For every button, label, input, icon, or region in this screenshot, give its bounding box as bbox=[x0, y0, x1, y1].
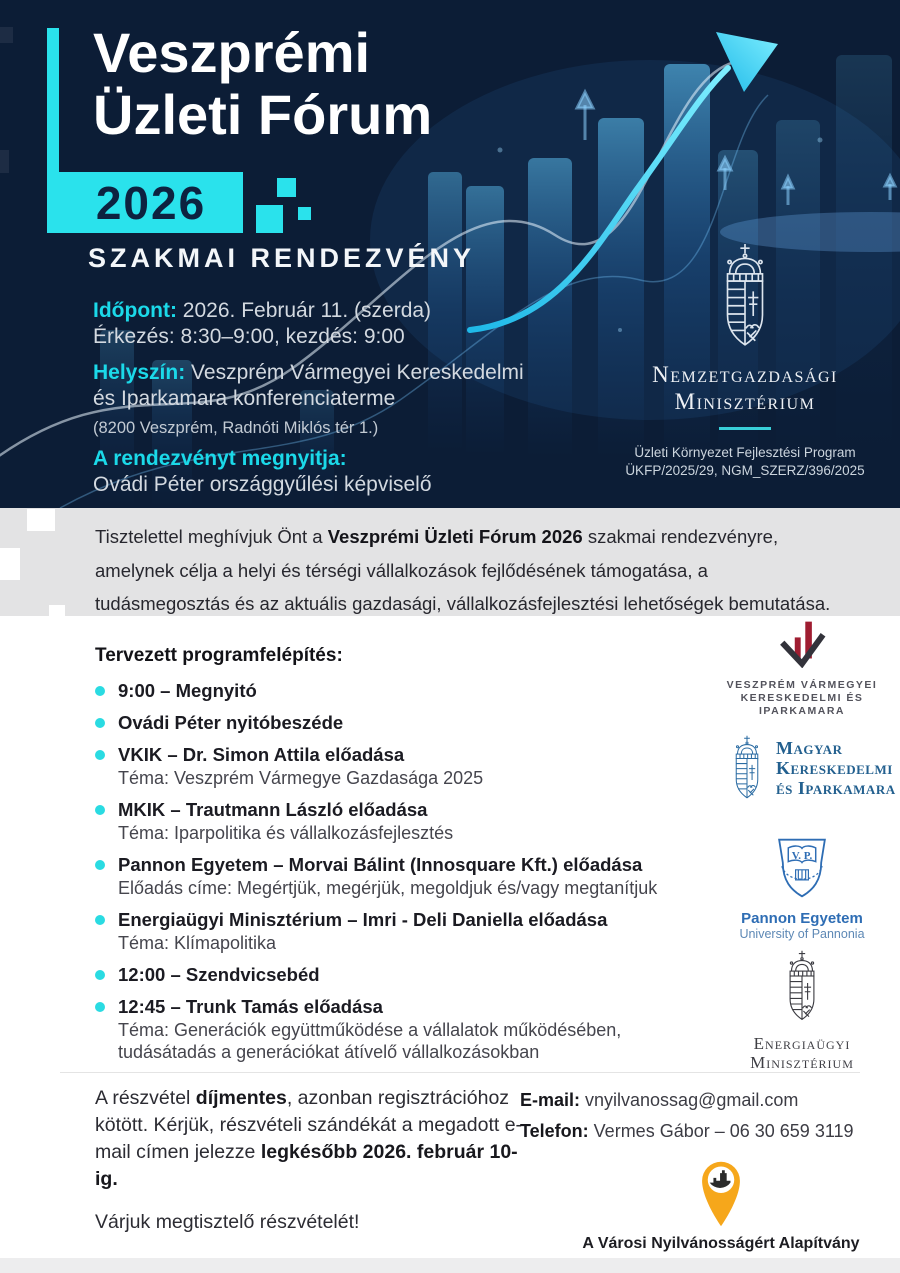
energia-logo-text bbox=[702, 1034, 900, 1072]
deco-square bbox=[0, 27, 13, 43]
ministry-name bbox=[615, 361, 875, 415]
footer-divider bbox=[60, 1072, 860, 1073]
ministry-block bbox=[615, 243, 875, 480]
program-item bbox=[95, 996, 695, 1063]
program-item-title: Energiaügyi Minisztérium – Imri - Deli Daniella előadása bbox=[118, 909, 608, 930]
program-item bbox=[95, 854, 695, 899]
program-item bbox=[95, 799, 695, 844]
pannon-name-en: University of Pannonia bbox=[739, 927, 865, 941]
program-item-detail: Téma: Iparpolitika és vállalkozásfejlesztés bbox=[118, 823, 454, 843]
bullet-icon bbox=[95, 1002, 105, 1012]
deco-pixel-square bbox=[277, 178, 296, 197]
program-item-title: VKIK – Dr. Simon Attila előadása bbox=[118, 744, 405, 765]
pannon-name-hu: Pannon Egyetem bbox=[741, 910, 863, 927]
date-value: 2026. Február 11. (szerda) bbox=[176, 299, 432, 322]
program-item-title: 12:45 – Trunk Tamás előadása bbox=[118, 996, 383, 1017]
program-item-title: MKIK – Trautmann László előadása bbox=[118, 799, 428, 820]
ministry-program-line2: ÜKFP/2025/29, NGM_SZERZ/396/2025 bbox=[625, 463, 865, 478]
ministry-name-line1: Nemzetgazdasági bbox=[652, 362, 838, 387]
hungary-coat-of-arms-icon bbox=[714, 243, 776, 350]
program-list bbox=[95, 680, 695, 1073]
mkik-logo bbox=[728, 735, 896, 801]
arrival-info: Érkezés: 8:30–9:00, kezdés: 9:00 bbox=[93, 325, 405, 348]
program-item-detail: Téma: Generációk együttműködése a vállalatok működésében, tudásátadás a generációkat átívelő vállalkozásokban bbox=[118, 1020, 622, 1062]
email-label: E-mail: bbox=[520, 1090, 581, 1110]
bullet-icon bbox=[95, 805, 105, 815]
vkik-logo bbox=[702, 620, 900, 718]
deco-pixel-square bbox=[298, 207, 311, 220]
deco-square bbox=[49, 605, 65, 618]
invitation-bold: Veszprémi Üzleti Fórum 2026 bbox=[327, 526, 583, 547]
deco-square bbox=[27, 509, 55, 531]
bottom-bar bbox=[0, 1258, 900, 1273]
opener-block bbox=[93, 446, 432, 498]
ministry-program bbox=[615, 444, 875, 480]
deco-square bbox=[0, 548, 20, 580]
venue-address: (8200 Veszprém, Radnóti Miklós tér 1.) bbox=[93, 419, 379, 437]
page-title bbox=[93, 22, 432, 146]
program-heading: Tervezett programfelépítés: bbox=[95, 645, 343, 666]
vkik-line3: IPARKAMARA bbox=[759, 705, 845, 717]
date-label: Időpont: bbox=[93, 299, 177, 322]
vkik-line2: KERESKEDELMI ÉS bbox=[740, 692, 864, 704]
bullet-icon bbox=[95, 750, 105, 760]
venue-block bbox=[93, 360, 533, 441]
program-item-title: 9:00 – Megnyitó bbox=[118, 680, 257, 701]
program-item bbox=[95, 964, 695, 986]
deco-square bbox=[0, 150, 9, 173]
mkik-logo-text bbox=[776, 738, 896, 798]
title-line2: Üzleti Fórum bbox=[93, 83, 433, 146]
energia-ministry-logo bbox=[702, 950, 900, 1072]
email-value[interactable]: vnyilvanossag@gmail.com bbox=[580, 1090, 799, 1110]
invitation-post: szakmai rendezvényre, amelynek célja a helyi és térségi vállalkozások fejlődésének támogatása, a tudásmegosztás és az aktuális gazdasági, vállalkozásfejlesztési lehetőségek bemutatása. bbox=[95, 526, 831, 614]
registration-text bbox=[95, 1085, 527, 1236]
program-item-title: 12:00 – Szendvicsebéd bbox=[118, 964, 320, 985]
vkik-mark-icon bbox=[777, 620, 827, 668]
header-banner bbox=[0, 0, 900, 508]
reg-mid: , azonban regisztrációhoz kötött. Kérjük, részvételi szándékát a megadott e-mail címen jelezze bbox=[95, 1087, 523, 1163]
contact-block bbox=[520, 1090, 890, 1152]
closing-line: Várjuk megtisztelő részvételét! bbox=[95, 1211, 360, 1233]
bullet-icon bbox=[95, 860, 105, 870]
event-date-block bbox=[93, 298, 431, 350]
reg-pre: A részvétel bbox=[95, 1087, 196, 1109]
program-item-title: Ovádi Péter nyitóbeszéde bbox=[118, 712, 344, 733]
energia-crest-icon bbox=[781, 950, 823, 1023]
invitation-pre: Tisztelettel meghívjuk Önt a bbox=[95, 526, 328, 547]
subtitle: SZAKMAI RENDEZVÉNY bbox=[88, 243, 476, 273]
phone-label: Telefon: bbox=[520, 1121, 589, 1141]
opener-value: Ovádi Péter országgyűlési képviselő bbox=[93, 473, 432, 496]
accent-bracket bbox=[47, 28, 59, 233]
bullet-icon bbox=[95, 718, 105, 728]
reg-bold-free: díjmentes bbox=[195, 1087, 287, 1109]
mkik-line1: Magyar bbox=[776, 738, 843, 758]
program-item-detail: Téma: Veszprém Vármegye Gazdasága 2025 bbox=[118, 768, 484, 788]
ministry-program-line1: Üzleti Környezet Fejlesztési Program bbox=[634, 445, 856, 460]
phone-value: Vermes Gábor – 06 30 659 3119 bbox=[588, 1121, 854, 1141]
vkik-logo-text bbox=[702, 679, 900, 718]
program-item-detail: Előadás címe: Megértjük, megérjük, megoldjuk és/vagy megtanítjuk bbox=[118, 878, 658, 898]
program-item-detail: Téma: Klímapolitika bbox=[118, 933, 277, 953]
ministry-name-line2: Minisztérium bbox=[674, 389, 816, 414]
bullet-icon bbox=[95, 915, 105, 925]
invitation-text bbox=[95, 520, 837, 621]
venue-label: Helyszín: bbox=[93, 361, 186, 384]
venue-value: Veszprém Vármegyei Kereskedelmi és Iparkamara konferenciaterme bbox=[93, 361, 524, 410]
program-item bbox=[95, 909, 695, 954]
pannon-logo bbox=[702, 835, 900, 941]
map-pin-icon bbox=[698, 1158, 744, 1228]
pannon-crest-icon bbox=[770, 835, 834, 901]
mkik-line2: Kereskedelmi bbox=[776, 758, 893, 778]
accent-divider bbox=[719, 427, 771, 430]
opener-label: A rendezvényt megnyitja: bbox=[93, 447, 347, 470]
program-item bbox=[95, 680, 695, 702]
program-item-title: Pannon Egyetem – Morvai Bálint (Innosquare Kft.) előadása bbox=[118, 854, 643, 875]
program-item bbox=[95, 712, 695, 734]
vkik-line1: VESZPRÉM VÁRMEGYEI bbox=[726, 679, 878, 691]
energia-line1: Energiaügyi bbox=[753, 1034, 851, 1053]
energia-line2: Minisztérium bbox=[750, 1053, 854, 1072]
year-badge bbox=[59, 172, 243, 233]
bullet-icon bbox=[95, 686, 105, 696]
bullet-icon bbox=[95, 970, 105, 980]
program-item bbox=[95, 744, 695, 789]
mkik-line3: és Iparkamara bbox=[776, 778, 896, 798]
reg-deadline: legkésőbb 2026. február 10-ig. bbox=[95, 1141, 518, 1190]
deco-pixel-square bbox=[256, 205, 283, 233]
mkik-crest-icon bbox=[728, 735, 766, 801]
year-text: 2026 bbox=[95, 176, 207, 229]
foundation-logo bbox=[559, 1158, 883, 1253]
foundation-name: A Városi Nyilvánosságért Alapítvány bbox=[582, 1235, 860, 1252]
pannon-abbr: V. P. bbox=[791, 850, 813, 862]
title-line1: Veszprémi bbox=[93, 21, 371, 84]
